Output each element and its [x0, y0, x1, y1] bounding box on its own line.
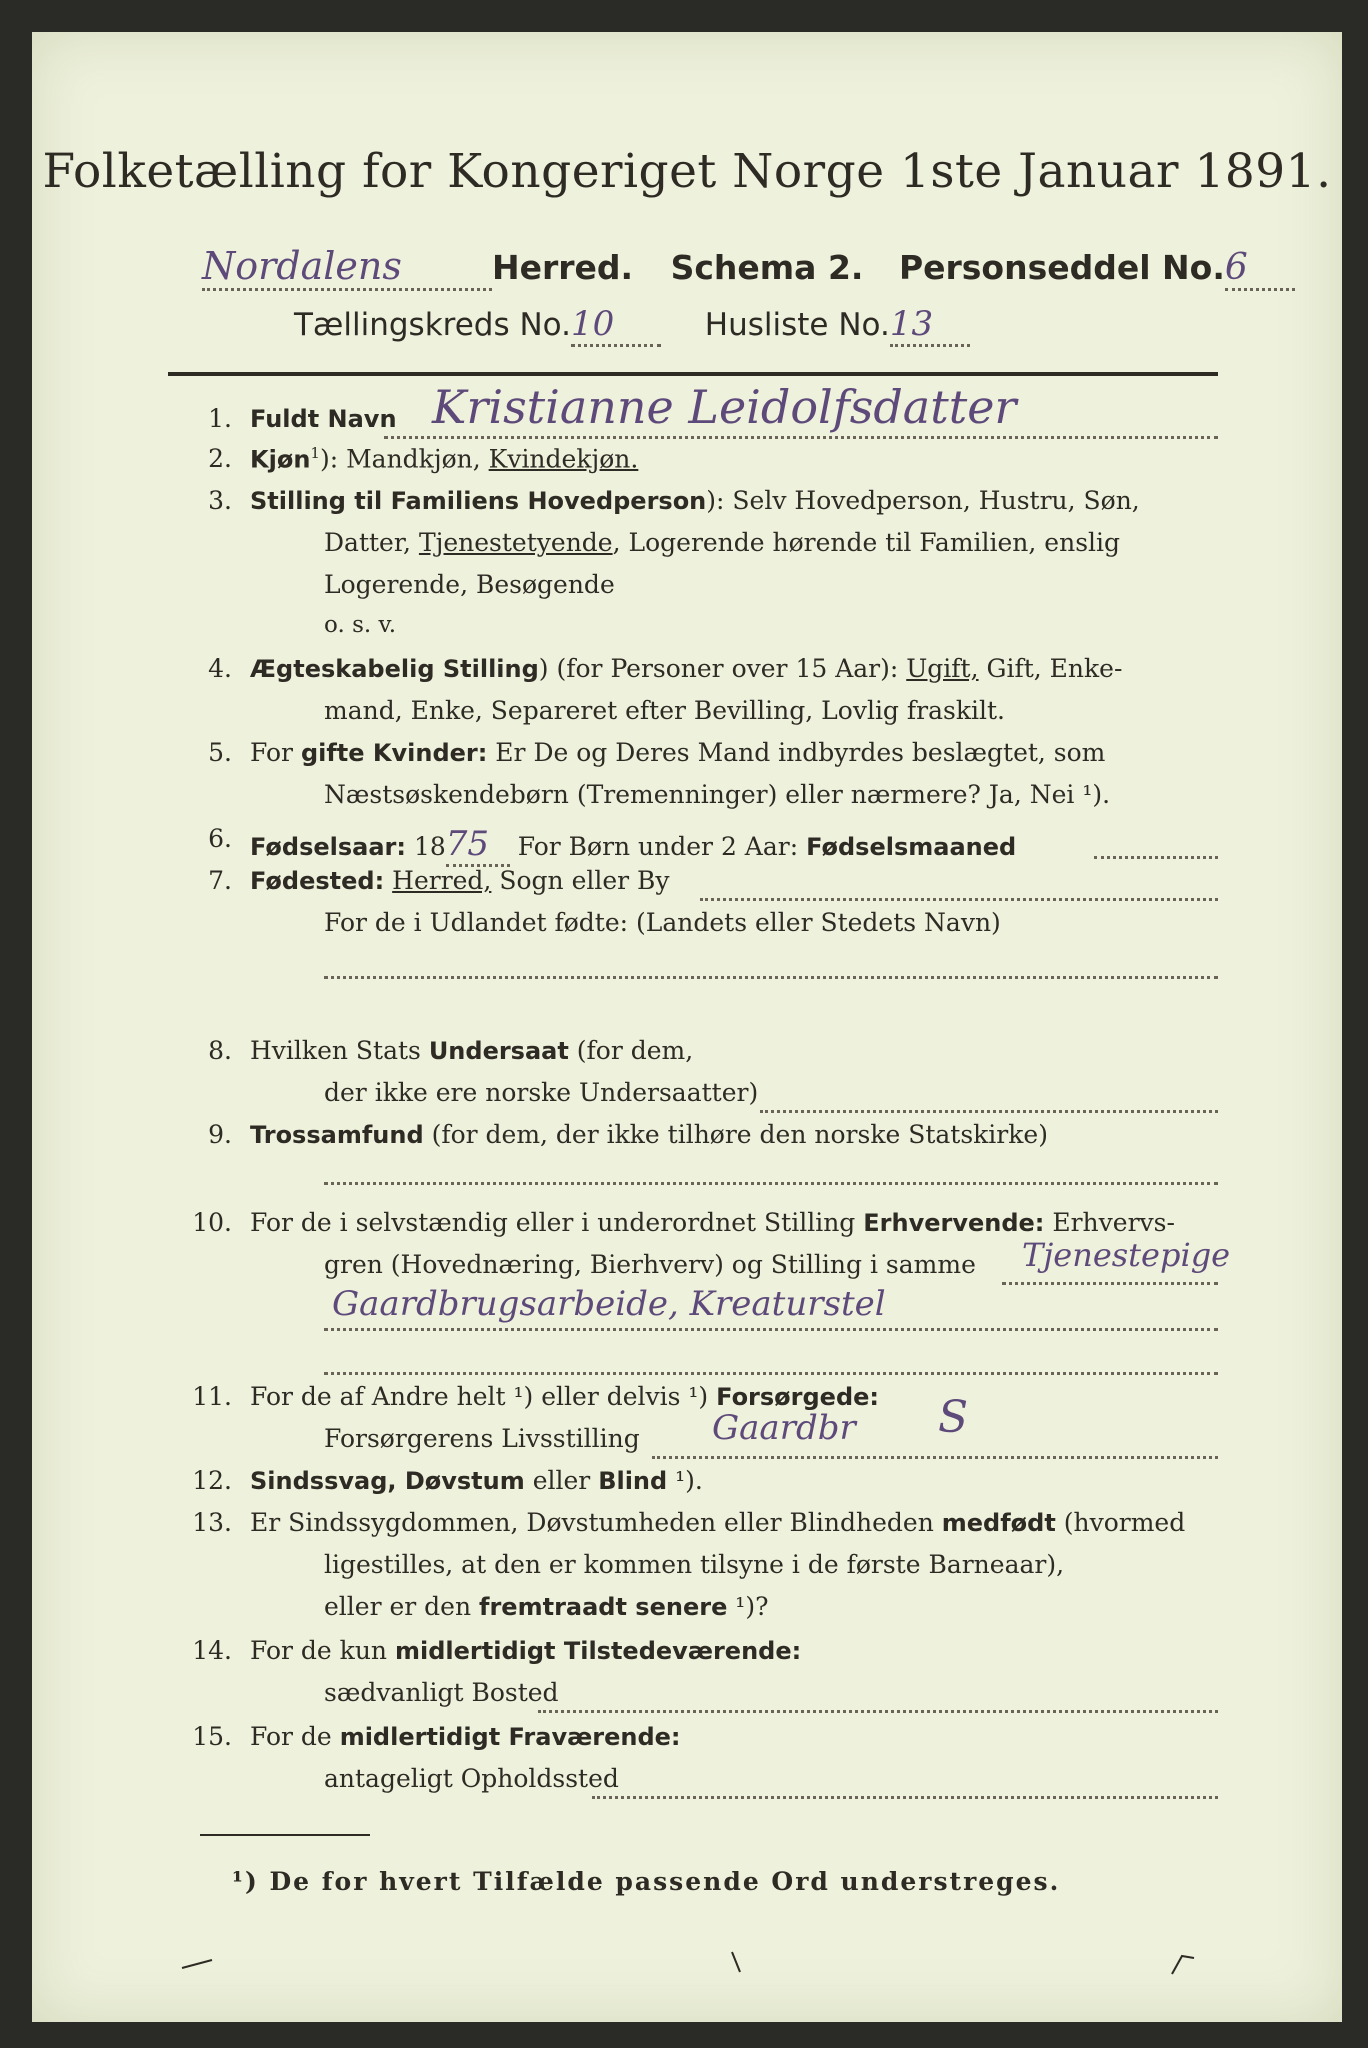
item-15-line1a: For de: [250, 1722, 340, 1751]
herred-value: Nordalens: [202, 244, 402, 288]
item-1-dotline: [384, 436, 1218, 439]
item-8-text: (for dem,: [568, 1036, 694, 1065]
item-11-value: Gaardbr: [712, 1408, 856, 1448]
item-7-line1: [250, 866, 670, 895]
item-7-label: Fødested:: [250, 867, 385, 895]
item-5-line1-text: Er De og Deres Mand indbyrdes beslægtet, som: [487, 738, 1106, 767]
item-8-number: 8.: [208, 1036, 232, 1065]
item-12-row: [250, 1466, 703, 1495]
item-5-line1: [250, 738, 1105, 767]
item-14-number: 14.: [192, 1636, 232, 1665]
item-6-mid: For Børn under 2 Aar:: [509, 832, 807, 861]
item-15-label: midlertidigt Fraværende:: [339, 1723, 681, 1751]
item-2-row: [250, 444, 638, 473]
item-7-text: Sogn eller By: [491, 866, 670, 895]
item-13-label3: fremtraadt senere: [479, 1593, 728, 1621]
item-9-row: [250, 1120, 1048, 1149]
item-14-line1: [250, 1636, 801, 1665]
kreds-line: [294, 304, 970, 347]
item-4-number: 4.: [208, 654, 232, 683]
item-8-line1: [250, 1036, 693, 1065]
item-3-line3: Logerende, Besøgende: [324, 570, 615, 599]
item-13-line3a: eller er den: [324, 1592, 480, 1621]
item-4-underlined: Ugift,: [906, 654, 979, 683]
item-13-line1a: Er Sindssygdommen, Døvstumheden eller Blindheden: [250, 1508, 942, 1537]
item-3-line1-text: ): Selv Hovedperson, Hustru, Søn,: [706, 486, 1140, 515]
item-11-dotline: [652, 1456, 1218, 1459]
item-3-line1: [250, 486, 1140, 515]
census-form-sheet: [32, 32, 1342, 2022]
item-7-underlined: Herred,: [392, 866, 492, 895]
item-9-dotline: [324, 1182, 1218, 1185]
item-13-line1: [250, 1508, 1185, 1537]
item-8-label: Undersaat: [428, 1037, 569, 1065]
item-4-line2: mand, Enke, Separeret efter Bevilling, Lovlig fraskilt.: [324, 696, 1005, 725]
item-15-line1: [250, 1722, 681, 1751]
item-14-dotline: [538, 1710, 1218, 1713]
item-10-line1b: Erhvervs-: [1044, 1208, 1175, 1237]
item-1-label: Fuldt Navn: [250, 405, 397, 433]
item-11-line1a: For de af Andre helt ¹) eller delvis ¹): [250, 1382, 717, 1411]
item-11-line2: Forsørgerens Livsstilling: [324, 1424, 640, 1453]
item-13-line3b: ¹)?: [727, 1592, 769, 1621]
schema-label: Schema 2.: [670, 248, 864, 287]
item-4-line1a: ) (for Personer over 15 Aar):: [538, 654, 907, 683]
item-13-line1b: (hvormed: [1055, 1508, 1186, 1537]
item-10-value2: Gaardbrugsarbeide, Kreaturstel: [332, 1284, 886, 1324]
item-2-number: 2.: [208, 444, 232, 473]
item-12-number: 12.: [192, 1466, 232, 1495]
item-6-number: 6.: [208, 824, 232, 853]
item-3-line4: o. s. v.: [324, 612, 397, 638]
header-rule: [168, 372, 1218, 376]
item-13-label: medfødt: [941, 1509, 1056, 1537]
item-12-label: Sindssvag, Døvstum: [250, 1467, 525, 1495]
item-3-line2b: , Logerende hørende til Familien, enslig: [612, 528, 1121, 557]
item-10-value1: Tjenestepige: [1022, 1236, 1231, 1274]
item-3-underlined: Tjenestetyende: [418, 528, 613, 557]
kreds-label: Tællingskreds No.: [294, 307, 571, 343]
item-7-line2: For de i Udlandet fødte: (Landets eller Stedets Navn): [324, 908, 1001, 937]
pen-marks: [142, 1932, 1242, 1992]
item-11-label: Forsørgede:: [716, 1383, 880, 1411]
item-3-line2: [324, 528, 1120, 557]
item-1-row: [250, 404, 397, 433]
item-6-label: Fødselsaar:: [250, 833, 406, 861]
item-1-value: Kristianne Leidolfsdatter: [432, 380, 1017, 434]
item-4-line1b: Gift, Enke-: [978, 654, 1123, 683]
item-3-label: Stilling til Familiens Hovedperson: [250, 487, 707, 515]
item-2-text: ): Mandkjøn,: [319, 444, 489, 474]
item-11-number: 11.: [192, 1382, 232, 1411]
item-13-number: 13.: [192, 1508, 232, 1537]
item-5-label: gifte Kvinder:: [300, 739, 488, 767]
footnote: ¹) De for hvert Tilfælde passende Ord understreges.: [232, 1867, 1061, 1896]
item-6-label2: Fødselsmaaned: [806, 833, 1017, 861]
item-14-line2: sædvanligt Bosted: [324, 1678, 559, 1707]
item-8-dotline: [760, 1110, 1218, 1113]
herred-label: Herred.: [492, 248, 634, 287]
item-10-label: Erhvervende:: [863, 1209, 1045, 1237]
husliste-value: 13: [889, 304, 934, 344]
item-6-year-value: 75: [445, 824, 490, 864]
form-title: Folketælling for Kongeriget Norge 1ste Januar 1891.: [42, 144, 1332, 199]
personseddel-value: 6: [1224, 247, 1248, 288]
item-10-dotline2: [324, 1328, 1218, 1331]
item-12-label2: Blind: [598, 1467, 668, 1495]
item-11-value-extra: S: [938, 1392, 969, 1443]
item-12-tail: ¹).: [667, 1466, 703, 1495]
item-2-sup: 1: [310, 444, 320, 462]
item-13-line2: ligestilles, at den er kommen tilsyne i de første Barneaar),: [324, 1550, 1065, 1579]
item-3-number: 3.: [208, 486, 232, 515]
personseddel-label: Personseddel No.: [898, 248, 1225, 287]
item-9-label: Trossamfund: [250, 1121, 424, 1149]
item-8-label-prefix: Hvilken Stats: [250, 1036, 429, 1065]
item-6-dotline: [1094, 856, 1218, 859]
item-7-dotline: [700, 898, 1218, 901]
item-10-line1: [250, 1208, 1175, 1237]
item-10-dotline3: [324, 1372, 1218, 1375]
item-6-year-prefix: 18: [406, 832, 446, 861]
item-5-label-prefix: For: [250, 738, 301, 767]
item-10-dotline1: [1002, 1282, 1218, 1285]
item-9-text: (for dem, der ikke tilhøre den norske Statskirke): [423, 1120, 1048, 1149]
item-9-number: 9.: [208, 1120, 232, 1149]
item-10-line1a: For de i selvstændig eller i underordnet Stilling: [250, 1208, 864, 1237]
item-6-row: [250, 824, 1016, 867]
item-2-label: Kjøn: [250, 445, 311, 474]
item-15-line2: antageligt Opholdssted: [324, 1764, 619, 1793]
item-10-line2: gren (Hovednæring, Bierhverv) og Stilling i samme: [324, 1250, 976, 1279]
item-10-number: 10.: [192, 1208, 232, 1237]
item-12-text: eller: [524, 1466, 599, 1495]
item-5-line2: Næstsøskendebørn (Tremenninger) eller nærmere? Ja, Nei ¹).: [324, 780, 1111, 809]
item-1-number: 1.: [208, 404, 232, 433]
item-15-dotline: [592, 1796, 1218, 1799]
item-5-number: 5.: [208, 738, 232, 767]
item-13-line3: [324, 1592, 768, 1621]
kreds-value: 10: [570, 304, 615, 344]
item-15-number: 15.: [192, 1722, 232, 1751]
husliste-label: Husliste No.: [704, 307, 890, 343]
item-4-line1: [250, 654, 1122, 683]
footnote-rule: [200, 1834, 370, 1836]
item-11-line1: [250, 1382, 879, 1411]
item-7-number: 7.: [208, 866, 232, 895]
item-2-underlined: Kvindekjøn.: [488, 444, 639, 474]
item-7-dotline2: [324, 976, 1218, 979]
item-14-label: midlertidigt Tilstedeværende:: [394, 1637, 802, 1665]
item-8-line2: der ikke ere norske Undersaatter): [324, 1078, 759, 1107]
item-14-line1a: For de kun: [250, 1636, 395, 1665]
herred-line: [202, 244, 1295, 291]
item-3-line2a: Datter,: [324, 528, 419, 557]
item-4-label: Ægteskabelig Stilling: [250, 655, 539, 683]
